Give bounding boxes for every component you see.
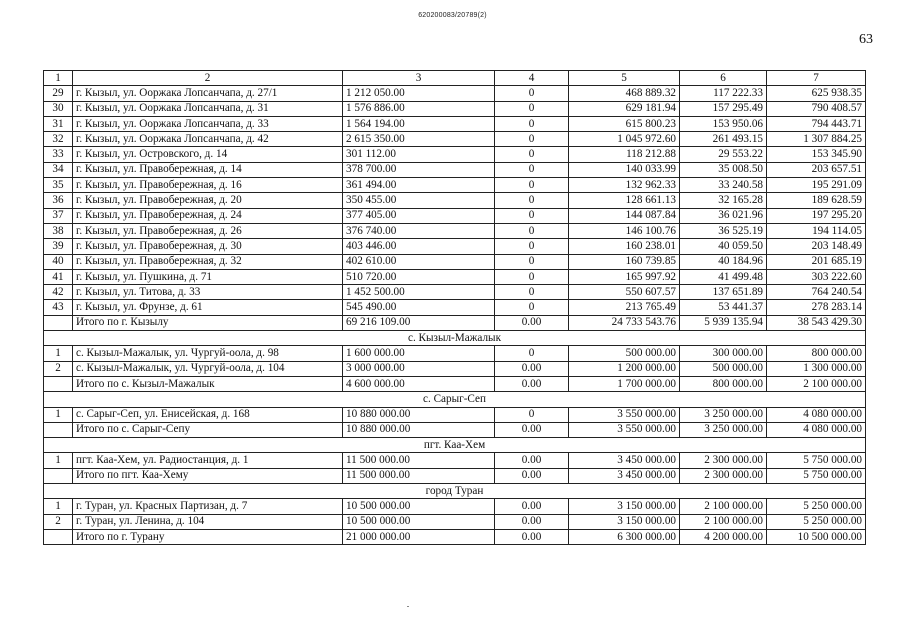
column-number: 4: [495, 71, 569, 86]
column-number: 3: [343, 71, 495, 86]
total-cost-cell: 1 600 000.00: [343, 346, 495, 361]
col7-cell: 278 283.14: [767, 300, 866, 315]
address-cell: г. Кызыл, ул. Правобережная, д. 32: [73, 254, 343, 269]
col6-cell: 500 000.00: [680, 361, 767, 376]
column-number: 7: [767, 71, 866, 86]
row-number-cell: 41: [44, 269, 73, 284]
col5-cell: 3 150 000.00: [569, 514, 680, 529]
row-number-cell: 43: [44, 300, 73, 315]
total-cost-cell: 376 740.00: [343, 223, 495, 238]
col5-cell: 550 607.57: [569, 285, 680, 300]
total-cost-cell: 377 405.00: [343, 208, 495, 223]
col6-cell: 2 300 000.00: [680, 453, 767, 468]
address-cell: г. Кызыл, ул. Фрунзе, д. 61: [73, 300, 343, 315]
address-cell: Итого по г. Кызылу: [73, 315, 343, 330]
col5-cell: 146 100.76: [569, 223, 680, 238]
col6-cell: 36 021.96: [680, 208, 767, 223]
col5-cell: 3 450 000.00: [569, 453, 680, 468]
col7-cell: 4 080 000.00: [767, 407, 866, 422]
address-cell: г. Туран, ул. Красных Партизан, д. 7: [73, 499, 343, 514]
col4-cell: 0: [495, 285, 569, 300]
row-number-cell: 1: [44, 346, 73, 361]
address-cell: г. Кызыл, ул. Правобережная, д. 30: [73, 239, 343, 254]
col5-cell: 128 661.13: [569, 193, 680, 208]
col4-cell: 0.00: [495, 499, 569, 514]
total-cost-cell: 2 615 350.00: [343, 132, 495, 147]
total-cost-cell: 361 494.00: [343, 178, 495, 193]
col4-cell: 0: [495, 193, 569, 208]
row-number-cell: 1: [44, 499, 73, 514]
col7-cell: 5 250 000.00: [767, 499, 866, 514]
col7-cell: 303 222.60: [767, 269, 866, 284]
col4-cell: 0: [495, 346, 569, 361]
col6-cell: 4 200 000.00: [680, 529, 767, 544]
row-number-cell: 37: [44, 208, 73, 223]
total-cost-cell: 10 880 000.00: [343, 407, 495, 422]
subtotal-row: [44, 468, 866, 483]
row-number-cell: 35: [44, 178, 73, 193]
total-cost-cell: 1 564 194.00: [343, 116, 495, 131]
address-cell: г. Кызыл, ул. Правобережная, д. 16: [73, 178, 343, 193]
col7-cell: 195 291.09: [767, 178, 866, 193]
col4-cell: 0: [495, 269, 569, 284]
col7-cell: 38 543 429.30: [767, 315, 866, 330]
address-cell: г. Кызыл, ул. Островского, д. 14: [73, 147, 343, 162]
address-cell: г. Кызыл, ул. Правобережная, д. 24: [73, 208, 343, 223]
col6-cell: 3 250 000.00: [680, 422, 767, 437]
total-cost-cell: 510 720.00: [343, 269, 495, 284]
col7-cell: 625 938.35: [767, 86, 866, 101]
col4-cell: 0: [495, 239, 569, 254]
row-number-cell: 2: [44, 514, 73, 529]
row-number-cell: [44, 315, 73, 330]
total-cost-cell: 545 490.00: [343, 300, 495, 315]
table-row: [44, 86, 866, 101]
col4-cell: 0.00: [495, 315, 569, 330]
col4-cell: 0: [495, 300, 569, 315]
table-row: [44, 178, 866, 193]
address-cell: пгт. Каа-Хем, ул. Радиостанция, д. 1: [73, 453, 343, 468]
table-row: [44, 346, 866, 361]
col5-cell: 1 700 000.00: [569, 376, 680, 391]
table-row: [44, 116, 866, 131]
section-header-row: [44, 438, 866, 453]
total-cost-cell: 1 576 886.00: [343, 101, 495, 116]
col4-cell: 0: [495, 147, 569, 162]
table-row: [44, 514, 866, 529]
col5-cell: 160 739.85: [569, 254, 680, 269]
col4-cell: 0: [495, 132, 569, 147]
row-number-cell: 30: [44, 101, 73, 116]
document-id: 620200083/20789(2): [418, 12, 487, 19]
table-row: [44, 208, 866, 223]
col4-cell: 0.00: [495, 514, 569, 529]
col4-cell: 0: [495, 208, 569, 223]
column-number: 2: [73, 71, 343, 86]
col7-cell: 189 628.59: [767, 193, 866, 208]
subtotal-row: [44, 376, 866, 391]
column-number-row: [44, 71, 866, 86]
col4-cell: 0: [495, 407, 569, 422]
total-cost-cell: 402 610.00: [343, 254, 495, 269]
address-cell: г. Кызыл, ул. Ооржака Лопсанчапа, д. 27/1: [73, 86, 343, 101]
section-title: пгт. Каа-Хем: [44, 438, 866, 453]
col6-cell: 153 950.06: [680, 116, 767, 131]
address-cell: г. Кызыл, ул. Правобережная, д. 26: [73, 223, 343, 238]
total-cost-cell: 4 600 000.00: [343, 376, 495, 391]
col6-cell: 53 441.37: [680, 300, 767, 315]
table-row: [44, 239, 866, 254]
address-cell: г. Кызыл, ул. Ооржака Лопсанчапа, д. 42: [73, 132, 343, 147]
col4-cell: 0.00: [495, 453, 569, 468]
col6-cell: 41 499.48: [680, 269, 767, 284]
col4-cell: 0: [495, 162, 569, 177]
col7-cell: 10 500 000.00: [767, 529, 866, 544]
section-header-row: [44, 331, 866, 346]
address-cell: г. Кызыл, ул. Ооржака Лопсанчапа, д. 31: [73, 101, 343, 116]
col5-cell: 1 200 000.00: [569, 361, 680, 376]
col5-cell: 132 962.33: [569, 178, 680, 193]
row-number-cell: 31: [44, 116, 73, 131]
address-cell: Итого по г. Турану: [73, 529, 343, 544]
col5-cell: 3 550 000.00: [569, 407, 680, 422]
col4-cell: 0.00: [495, 422, 569, 437]
address-cell: г. Кызыл, ул. Титова, д. 33: [73, 285, 343, 300]
address-cell: г. Кызыл, ул. Пушкина, д. 71: [73, 269, 343, 284]
col6-cell: 261 493.15: [680, 132, 767, 147]
row-number-cell: 1: [44, 453, 73, 468]
row-number-cell: 29: [44, 86, 73, 101]
row-number-cell: 39: [44, 239, 73, 254]
column-number: 6: [680, 71, 767, 86]
col5-cell: 140 033.99: [569, 162, 680, 177]
col5-cell: 160 238.01: [569, 239, 680, 254]
total-cost-cell: 301 112.00: [343, 147, 495, 162]
col5-cell: 6 300 000.00: [569, 529, 680, 544]
col7-cell: 794 443.71: [767, 116, 866, 131]
total-cost-cell: 403 446.00: [343, 239, 495, 254]
table-row: [44, 499, 866, 514]
row-number-cell: 38: [44, 223, 73, 238]
col7-cell: 764 240.54: [767, 285, 866, 300]
col6-cell: 2 100 000.00: [680, 514, 767, 529]
column-number: 1: [44, 71, 73, 86]
table-row: [44, 300, 866, 315]
col5-cell: 615 800.23: [569, 116, 680, 131]
row-number-cell: [44, 376, 73, 391]
col7-cell: 203 657.51: [767, 162, 866, 177]
col6-cell: 32 165.28: [680, 193, 767, 208]
scan-speck: [407, 606, 409, 607]
row-number-cell: [44, 422, 73, 437]
col6-cell: 5 939 135.94: [680, 315, 767, 330]
section-title: город Туран: [44, 484, 866, 499]
table-row: [44, 361, 866, 376]
col7-cell: 800 000.00: [767, 346, 866, 361]
table-row: [44, 285, 866, 300]
table-row: [44, 101, 866, 116]
col6-cell: 800 000.00: [680, 376, 767, 391]
total-cost-cell: 10 880 000.00: [343, 422, 495, 437]
col7-cell: 197 295.20: [767, 208, 866, 223]
col5-cell: 500 000.00: [569, 346, 680, 361]
column-number: 5: [569, 71, 680, 86]
col5-cell: 118 212.88: [569, 147, 680, 162]
col5-cell: 3 450 000.00: [569, 468, 680, 483]
col6-cell: 2 100 000.00: [680, 499, 767, 514]
section-title: с. Сарыг-Сеп: [44, 392, 866, 407]
col6-cell: 3 250 000.00: [680, 407, 767, 422]
address-cell: г. Кызыл, ул. Правобережная, д. 14: [73, 162, 343, 177]
col4-cell: 0.00: [495, 468, 569, 483]
row-number-cell: 36: [44, 193, 73, 208]
col5-cell: 1 045 972.60: [569, 132, 680, 147]
col7-cell: 1 300 000.00: [767, 361, 866, 376]
col7-cell: 4 080 000.00: [767, 422, 866, 437]
col4-cell: 0: [495, 254, 569, 269]
row-number-cell: [44, 529, 73, 544]
col7-cell: 201 685.19: [767, 254, 866, 269]
col6-cell: 157 295.49: [680, 101, 767, 116]
col4-cell: 0.00: [495, 529, 569, 544]
row-number-cell: 1: [44, 407, 73, 422]
row-number-cell: 42: [44, 285, 73, 300]
col5-cell: 24 733 543.76: [569, 315, 680, 330]
subtotal-row: [44, 315, 866, 330]
col7-cell: 790 408.57: [767, 101, 866, 116]
col6-cell: 33 240.58: [680, 178, 767, 193]
table-row: [44, 162, 866, 177]
col5-cell: 3 550 000.00: [569, 422, 680, 437]
col5-cell: 3 150 000.00: [569, 499, 680, 514]
col6-cell: 35 008.50: [680, 162, 767, 177]
address-cell: с. Кызыл-Мажалык, ул. Чургуй-оола, д. 104: [73, 361, 343, 376]
total-cost-cell: 10 500 000.00: [343, 499, 495, 514]
col6-cell: 36 525.19: [680, 223, 767, 238]
col5-cell: 165 997.92: [569, 269, 680, 284]
table-row: [44, 269, 866, 284]
address-cell: Итого по пгт. Каа-Хему: [73, 468, 343, 483]
col7-cell: 194 114.05: [767, 223, 866, 238]
total-cost-cell: 10 500 000.00: [343, 514, 495, 529]
page-number: 63: [859, 32, 873, 47]
table-row: [44, 193, 866, 208]
table-row: [44, 223, 866, 238]
col7-cell: 2 100 000.00: [767, 376, 866, 391]
table-row: [44, 147, 866, 162]
col7-cell: 5 250 000.00: [767, 514, 866, 529]
total-cost-cell: 11 500 000.00: [343, 468, 495, 483]
total-cost-cell: 378 700.00: [343, 162, 495, 177]
address-cell: г. Туран, ул. Ленина, д. 104: [73, 514, 343, 529]
address-cell: Итого по с. Кызыл-Мажалык: [73, 376, 343, 391]
table-row: [44, 453, 866, 468]
row-number-cell: 34: [44, 162, 73, 177]
data-table: [43, 70, 866, 545]
address-cell: с. Кызыл-Мажалык, ул. Чургуй-оола, д. 98: [73, 346, 343, 361]
table-row: [44, 254, 866, 269]
section-header-row: [44, 392, 866, 407]
col4-cell: 0.00: [495, 376, 569, 391]
col4-cell: 0: [495, 116, 569, 131]
col4-cell: 0: [495, 178, 569, 193]
col6-cell: 40 059.50: [680, 239, 767, 254]
address-cell: г. Кызыл, ул. Правобережная, д. 20: [73, 193, 343, 208]
col5-cell: 213 765.49: [569, 300, 680, 315]
col6-cell: 40 184.96: [680, 254, 767, 269]
col7-cell: 203 148.49: [767, 239, 866, 254]
row-number-cell: 33: [44, 147, 73, 162]
address-cell: г. Кызыл, ул. Ооржака Лопсанчапа, д. 33: [73, 116, 343, 131]
col7-cell: 5 750 000.00: [767, 453, 866, 468]
col4-cell: 0: [495, 101, 569, 116]
col7-cell: 5 750 000.00: [767, 468, 866, 483]
subtotal-row: [44, 422, 866, 437]
col6-cell: 117 222.33: [680, 86, 767, 101]
total-cost-cell: 69 216 109.00: [343, 315, 495, 330]
row-number-cell: 32: [44, 132, 73, 147]
col6-cell: 137 651.89: [680, 285, 767, 300]
col4-cell: 0: [495, 86, 569, 101]
address-cell: с. Сарыг-Сеп, ул. Енисейская, д. 168: [73, 407, 343, 422]
col7-cell: 1 307 884.25: [767, 132, 866, 147]
row-number-cell: 40: [44, 254, 73, 269]
col4-cell: 0.00: [495, 361, 569, 376]
col6-cell: 300 000.00: [680, 346, 767, 361]
row-number-cell: 2: [44, 361, 73, 376]
address-cell: Итого по с. Сарыг-Сепу: [73, 422, 343, 437]
col4-cell: 0: [495, 223, 569, 238]
col5-cell: 144 087.84: [569, 208, 680, 223]
total-cost-cell: 1 452 500.00: [343, 285, 495, 300]
col7-cell: 153 345.90: [767, 147, 866, 162]
table-row: [44, 407, 866, 422]
total-cost-cell: 3 000 000.00: [343, 361, 495, 376]
section-header-row: [44, 484, 866, 499]
col5-cell: 629 181.94: [569, 101, 680, 116]
total-cost-cell: 350 455.00: [343, 193, 495, 208]
subtotal-row: [44, 529, 866, 544]
col5-cell: 468 889.32: [569, 86, 680, 101]
table-body: [44, 71, 866, 545]
col6-cell: 2 300 000.00: [680, 468, 767, 483]
section-title: с. Кызыл-Мажалык: [44, 331, 866, 346]
total-cost-cell: 11 500 000.00: [343, 453, 495, 468]
row-number-cell: [44, 468, 73, 483]
total-cost-cell: 1 212 050.00: [343, 86, 495, 101]
total-cost-cell: 21 000 000.00: [343, 529, 495, 544]
col6-cell: 29 553.22: [680, 147, 767, 162]
table-row: [44, 132, 866, 147]
